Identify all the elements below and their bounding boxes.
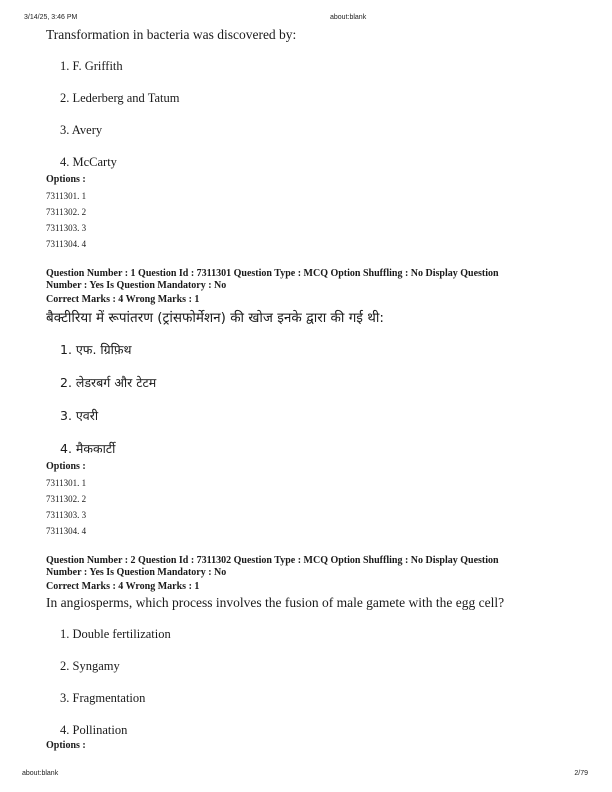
options-label: Options :	[46, 740, 86, 751]
choice-1: 1. F. Griffith	[60, 59, 123, 73]
question-meta-line-2: Number : Yes Is Question Mandatory : No	[46, 280, 227, 291]
page-content	[46, 26, 586, 752]
option-id-4: 7311304. 4	[46, 239, 87, 249]
choice-1: 1. Double fertilization	[60, 627, 171, 641]
print-datetime: 3/14/25, 3:46 PM	[24, 14, 78, 21]
choice-3: 3. Fragmentation	[60, 691, 146, 705]
choice-2: 2. Syngamy	[60, 659, 120, 673]
choice-4: 4. Pollination	[60, 723, 128, 737]
choice-4: 4. मैककार्टी	[60, 441, 116, 456]
choice-2: 2. लेडरबर्ग और टेटम	[60, 375, 157, 390]
choice-3: 3. एवरी	[60, 408, 99, 423]
question-meta-line-1: Question Number : 2 Question Id : 7311302 Question Type : MCQ Option Shuffling : No Display Question	[46, 555, 499, 566]
question-marks: Correct Marks : 4 Wrong Marks : 1	[46, 294, 200, 305]
options-label: Options :	[46, 461, 86, 472]
option-id-2: 7311302. 2	[46, 207, 87, 217]
page-number: 2/79	[574, 770, 588, 777]
choice-1: 1. एफ. ग्रिफ़िथ	[60, 342, 132, 357]
question-text-hindi: बैक्टीरिया में रूपांतरण (ट्रांसफोर्मेशन) की खोज इनके द्वारा की गई थी:	[46, 310, 384, 326]
choice-3: 3. Avery	[60, 123, 103, 137]
question-text: Transformation in bacteria was discovered by:	[46, 27, 297, 42]
question-meta-line-2: Number : Yes Is Question Mandatory : No	[46, 567, 227, 578]
option-id-1: 7311301. 1	[46, 191, 87, 201]
options-label: Options :	[46, 174, 86, 185]
print-title: about:blank	[330, 14, 367, 21]
option-id-4: 7311304. 4	[46, 526, 87, 536]
option-id-1: 7311301. 1	[46, 478, 87, 488]
option-id-2: 7311302. 2	[46, 494, 87, 504]
question-meta-line-1: Question Number : 1 Question Id : 7311301 Question Type : MCQ Option Shuffling : No Display Question	[46, 268, 499, 279]
choice-2: 2. Lederberg and Tatum	[60, 91, 180, 105]
choice-4: 4. McCarty	[60, 155, 117, 169]
option-id-3: 7311303. 3	[46, 223, 87, 233]
question-marks: Correct Marks : 4 Wrong Marks : 1	[46, 581, 200, 592]
question-text: In angiosperms, which process involves the fusion of male gamete with the egg cell?	[46, 595, 505, 610]
print-url: about:blank	[22, 770, 59, 777]
option-id-3: 7311303. 3	[46, 510, 87, 520]
